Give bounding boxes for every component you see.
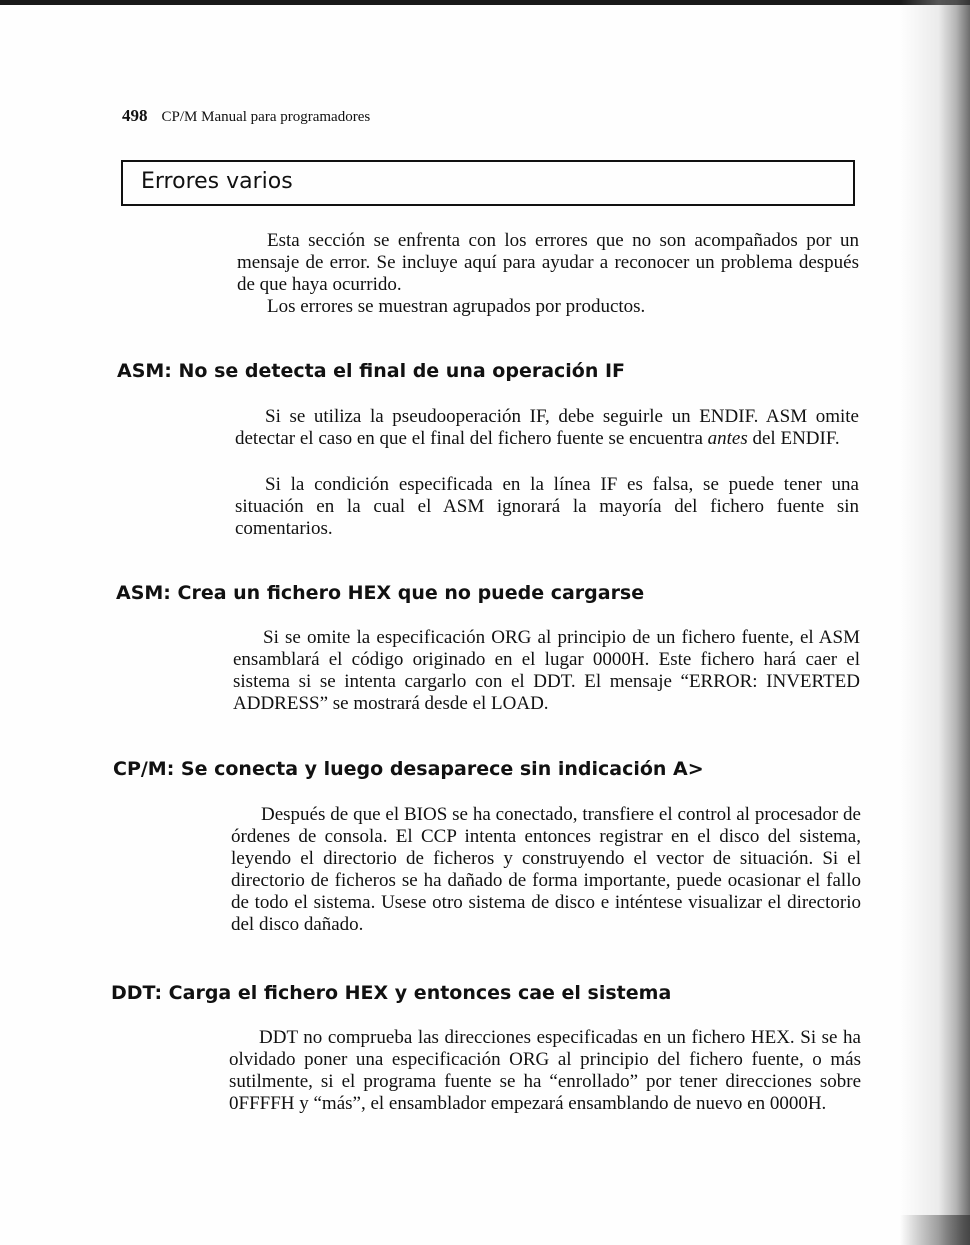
- running-head-title: CP/M Manual para programadores: [161, 109, 371, 125]
- entry-asm-if-text-1: Si se utiliza la pseudooperación IF, debe seguirle un ENDIF. ASM omite detectar el caso en que el final del fichero fuente se encuentra: [235, 406, 859, 449]
- section-title-box: [121, 160, 855, 206]
- entry-asm-if-text-2: del ENDIF.: [747, 428, 840, 449]
- entry-asm-if-paragraph-1: [235, 406, 859, 450]
- entry-heading-cpm: CP/M: Se conecta y luego desaparece sin indicación A>: [113, 758, 704, 780]
- page-top-edge: [0, 0, 970, 5]
- entry-asm-if-paragraph-2: Si la condición especificada en la línea IF es falsa, se puede tener una situación en la cual el ASM ignorará la mayoría del fichero fuente sin comentarios.: [235, 474, 859, 539]
- entry-heading-ddt: DDT: Carga el fichero HEX y entonces cae el sistema: [111, 982, 672, 1004]
- entry-asm-if-emphasis: antes: [707, 428, 748, 449]
- book-spine-shadow: [900, 0, 970, 1245]
- section-title: Errores varios: [141, 169, 293, 194]
- intro-paragraph-1: Esta sección se enfrenta con los errores que no son acompañados por un mensaje de error. Se incluye aquí para ayudar a reconocer un problema después de que haya ocurrido.: [237, 230, 859, 295]
- entry-asm-hex-paragraph-1: Si se omite la especificación ORG al principio de un fichero fuente, el ASM ensamblará el código originado en el lugar 0000H. Este fichero hará caer el sistema si se intenta cargarlo con el DDT. El mensaje “ERROR: INVERTED ADDRESS” se mostrará desde el LOAD.: [233, 627, 860, 714]
- page-number: 498: [122, 106, 148, 125]
- entry-ddt-paragraph-1: DDT no comprueba las direcciones especificadas en un fichero HEX. Si se ha olvidado poner una especificación ORG al principio del fichero fuente, o más sutilmente, si el programa fuente se ha “enrollado” por tener direcciones sobre 0FFFFH y “más”, el ensamblador empezará ensamblando de nuevo en 0000H.: [229, 1027, 861, 1114]
- running-head: [122, 106, 370, 126]
- entry-heading-asm-hex: ASM: Crea un fichero HEX que no puede cargarse: [116, 582, 645, 604]
- entry-heading-asm-if: ASM: No se detecta el final de una operación IF: [117, 360, 626, 382]
- intro-paragraph-2: Los errores se muestran agrupados por productos.: [267, 296, 646, 317]
- book-spine-bottom-shadow: [900, 1215, 970, 1245]
- entry-cpm-paragraph-1: Después de que el BIOS se ha conectado, transfiere el control al procesador de órdenes de consola. El CCP intenta entonces registrar en el disco del sistema, leyendo el directorio de ficheros y construyendo el vector de situación. Si el directorio de ficheros se ha dañado de forma importante, puede ocasionar el fallo de todo el sistema. Usese otro sistema de disco e inténtese visualizar el directorio del disco dañado.: [231, 804, 861, 935]
